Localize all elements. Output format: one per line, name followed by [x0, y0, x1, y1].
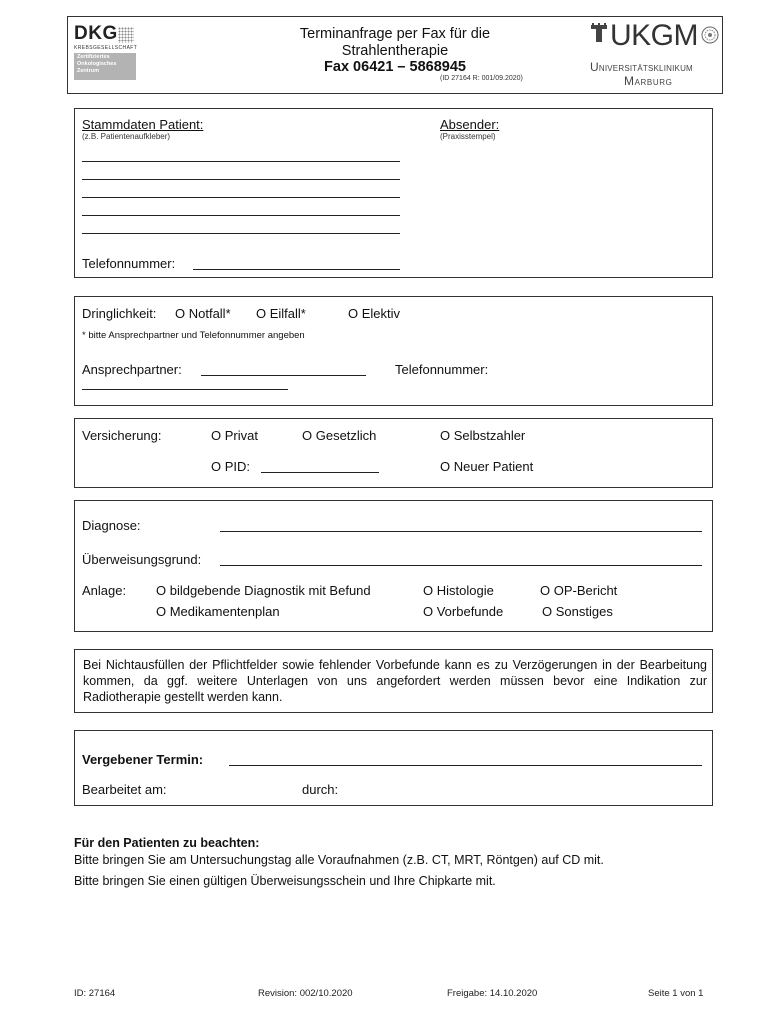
insurance-section	[74, 418, 713, 488]
contact-label: Ansprechpartner:	[82, 362, 182, 377]
urgency-label: Dringlichkeit:	[82, 306, 157, 321]
diagnose-field[interactable]	[220, 531, 702, 532]
patient-phone-label: Telefonnummer:	[82, 256, 176, 271]
notice-text: Bei Nichtausfüllen der Pflichtfelder sowie fehlender Vorbefunde kann es zu Verzögerungen in der Bearbeitung kommen, da ggf. weitere Unterlagen von uns angefordert werden müssen bevor eine Indikation zur Radiotherapie gestellt werden kann.	[83, 658, 707, 704]
dkg-badge-text	[77, 54, 116, 75]
stammdaten-label	[82, 117, 243, 132]
dkg-logo-letters: DKG	[74, 23, 118, 44]
dkg-badge-line: Zertifiziertes	[77, 54, 110, 60]
dkg-logo-subtitle: KREBSGESELLSCHAFT	[74, 45, 138, 51]
contact-field[interactable]	[201, 375, 366, 376]
ukgm-seal-icon	[701, 26, 719, 44]
patient-data-line[interactable]	[82, 233, 400, 234]
urgency-option-eilfall[interactable]: O Eilfall*	[256, 306, 306, 321]
footer-id: ID: 27164	[74, 988, 116, 999]
patient-data-line[interactable]	[82, 215, 400, 216]
diagnose-label: Diagnose:	[82, 518, 141, 533]
footer-revision: Revision: 002/10.2020	[258, 988, 353, 999]
urgency-phone-label: Telefonnummer:	[395, 362, 489, 377]
anlage-option-op-bericht[interactable]: O OP-Bericht	[540, 583, 618, 598]
insurance-option-pid[interactable]: O PID:	[211, 459, 251, 474]
title-line-1: Terminanfrage per Fax für die	[299, 26, 491, 42]
absender-hint: (Praxisstempel)	[440, 132, 496, 141]
urgency-footnote: * bitte Ansprechpartner und Telefonnummer angeben	[82, 330, 305, 341]
title-line-2: Strahlentherapie	[341, 43, 449, 59]
absender-label: Absender:	[440, 117, 500, 132]
patient-data-line[interactable]	[82, 197, 400, 198]
document-id: (ID 27164 R: 001/09.2020)	[440, 75, 523, 82]
footer-freigabe: Freigabe: 14.10.2020	[447, 988, 538, 999]
insurance-option-privat[interactable]: O Privat	[211, 428, 258, 443]
anlage-option-histologie[interactable]: O Histologie	[423, 583, 494, 598]
anlage-option-bildgebend[interactable]: O bildgebende Diagnostik mit Befund	[156, 583, 371, 598]
ueberweisung-label: Überweisungsgrund:	[82, 552, 202, 567]
anlage-label: Anlage:	[82, 583, 127, 598]
bearbeitet-label: Bearbeitet am:	[82, 782, 167, 797]
insurance-option-gesetzlich[interactable]: O Gesetzlich	[302, 428, 377, 443]
termin-field[interactable]	[229, 765, 702, 766]
urgency-phone-field[interactable]	[82, 389, 288, 390]
urgency-option-notfall[interactable]: O Notfall*	[175, 306, 231, 321]
termin-label: Vergebener Termin:	[82, 752, 204, 767]
anlage-option-vorbefunde[interactable]: O Vorbefunde	[423, 604, 504, 619]
footer-page-number: Seite 1 von 1	[648, 988, 704, 999]
durch-label: durch:	[302, 782, 339, 797]
dkg-badge-line: Onkologisches	[77, 61, 117, 67]
pid-field[interactable]	[261, 472, 379, 473]
stammdaten-hint: (z.B. Patientenaufkleber)	[82, 132, 171, 141]
ukgm-city-name: Marburg	[624, 74, 673, 88]
patient-notes-line: Bitte bringen Sie einen gültigen Überweisungsschein und Ihre Chipkarte mit.	[74, 874, 496, 888]
ukgm-tower-icon	[589, 22, 609, 44]
anlage-option-sonstiges[interactable]: O Sonstiges	[542, 604, 613, 619]
insurance-option-selbstzahler[interactable]: O Selbstzahler	[440, 428, 526, 443]
fax-number: Fax 06421 – 5868945	[324, 59, 466, 75]
patient-notes-line: Bitte bringen Sie am Untersuchungstag alle Voraufnahmen (z.B. CT, MRT, Röntgen) auf CD mit.	[74, 853, 604, 867]
patient-phone-field[interactable]	[193, 269, 400, 270]
urgency-option-elektiv[interactable]: O Elektiv	[348, 306, 401, 321]
insurance-label: Versicherung:	[82, 428, 162, 443]
patient-data-line[interactable]	[82, 179, 400, 180]
ueberweisung-field[interactable]	[220, 565, 702, 566]
patient-data-line[interactable]	[82, 161, 400, 162]
stammdaten-label-text: Stammdaten Patient:	[82, 117, 204, 132]
anlage-option-medikamentenplan[interactable]: O Medikamentenplan	[156, 604, 280, 619]
dkg-dot-grid-icon	[118, 27, 134, 43]
patient-notes-heading: Für den Patienten zu beachten:	[74, 836, 260, 850]
appointment-section	[74, 730, 713, 806]
ukgm-university-name: Universitätsklinikum	[590, 60, 693, 74]
dkg-badge-line: Zentrum	[77, 68, 99, 74]
ukgm-logo-text: UKGM	[610, 19, 698, 52]
insurance-option-neuer-patient[interactable]: O Neuer Patient	[440, 459, 534, 474]
